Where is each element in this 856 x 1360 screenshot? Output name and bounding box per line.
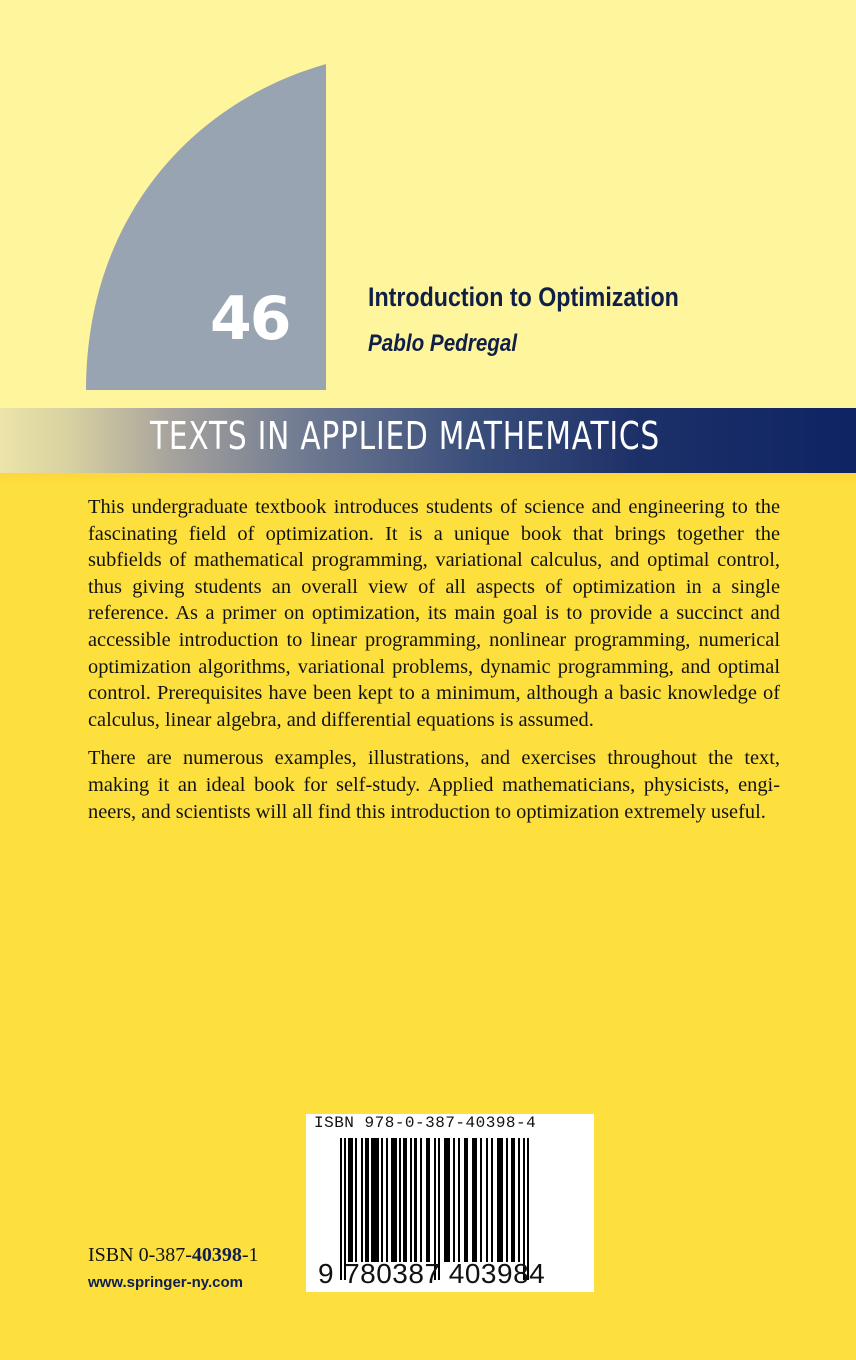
blurb <box>88 494 780 837</box>
barcode-digits-rest: 780387 403984 <box>344 1258 546 1289</box>
blurb-paragraph: This undergraduate textbook introduces students of science and engineering to the fascinating field of optimization. It is a unique book that brings together the subfields of mathematical programming, variational calculus, and optimal control, thus giving students an overall view of all aspects of optimization in a single reference. As a primer on optimization, its main goal is to provide a succinct and accessible introduction to linear programming, nonlinear programming, numerical optimization algorithms, variational problems, dynamic programming, and optimal control. Prerequisites have been kept to a minimum, although a basic knowledge of calculus, linear algebra, and differential equations is assumed. <box>88 496 780 731</box>
isbn10-suffix: -1 <box>241 1244 259 1266</box>
band-shadow <box>0 473 856 487</box>
blurb-paragraph: There are numerous examples, illustrations, and exercises throughout the text, making it an ideal book for self-study. Applied mathematicians, physicists, engineers, and scientists will all find this introduction to optimization extremely useful. <box>88 747 780 823</box>
publisher-url: www.springer-ny.com <box>88 1274 244 1291</box>
series-name: TEXTS IN APPLIED MATHEMATICS <box>150 414 660 458</box>
barcode-digits <box>318 1258 545 1290</box>
isbn10 <box>88 1244 259 1267</box>
isbn10-prefix: ISBN 0-387- <box>88 1244 192 1266</box>
book-author: Pablo Pedregal <box>368 330 518 357</box>
book-title: Introduction to Optimization <box>368 282 679 312</box>
isbn10-bold: 40398 <box>191 1244 242 1266</box>
barcode-panel <box>306 1114 594 1292</box>
barcode-lead-digit: 9 <box>318 1258 335 1289</box>
series-volume-number: 46 <box>210 284 290 354</box>
quarter-circle-graphic <box>86 64 326 390</box>
isbn13-label: ISBN 978-0-387-40398-4 <box>314 1114 537 1132</box>
